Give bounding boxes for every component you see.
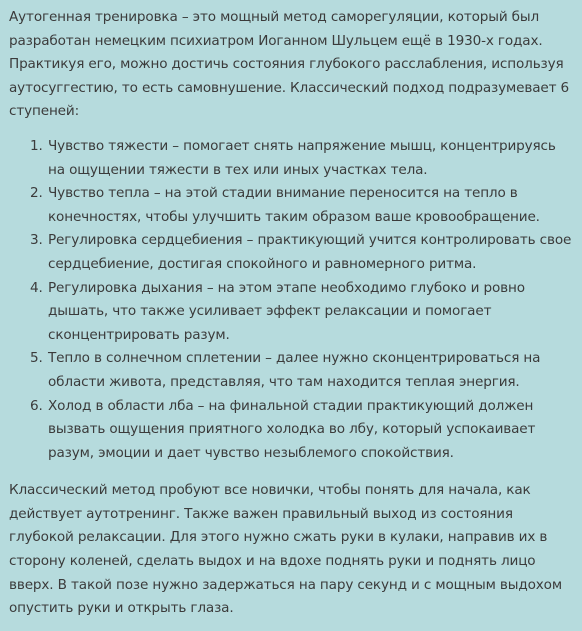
step-item: Холод в области лба – на финальной стадии практикующий должен вызвать ощущения приятного холодка во лбу, который успокаивает разум, эмоции и дает чувство незыблемого спокойствия. [48,397,536,461]
step-item: Регулировка дыхания – на этом этапе необходимо глубоко и ровно дышать, что также усиливает эффект релаксации и помогает сконцентрировать разум. [48,279,525,343]
step-item: Чувство тепла – на этой стадии внимание переносится на тепло в конечностях, чтобы улучшить таким образом ваше кровообращение. [48,185,540,225]
step-item: Регулировка сердцебиения – практикующий учится контролировать свое сердцебиение, достигая спокойного и равномерного ритма. [48,232,572,272]
intro-paragraph: Аутогенная тренировка – это мощный метод саморегуляции, который был разработан немецким психиатром Иоганном Шульцем ещё в 1930-х годах. Практикуя его, можно достичь состояния глубокого расслабления, используя аутосуггестию, то есть самовнушение. Классический подход подразумевает 6 ступеней: [9,9,570,120]
step-item: Тепло в солнечном сплетении – далее нужно сконцентрироваться на области живота, представляя, что там находится теплая энергия. [48,350,541,390]
step-item: Чувство тяжести – помогает снять напряжение мышц, концентрируясь на ощущении тяжести в тех или иных участках тела. [48,137,556,178]
conclusion-paragraph: Классический метод пробуют все новички, чтобы понять для начала, как действует аутотренинг. Также важен правильный выход из состояния глубокой релаксации. Для этого нужно сжать руки в кулаки, направив их в сторону коленей, сделать выдох и на вдохе поднять руки и поднять лицо вверх. В такой позе нужно задержаться на пару секунд и с мощным выдохом опустить руки и открыть глаза. [9,482,562,617]
steps-list [9,135,574,465]
